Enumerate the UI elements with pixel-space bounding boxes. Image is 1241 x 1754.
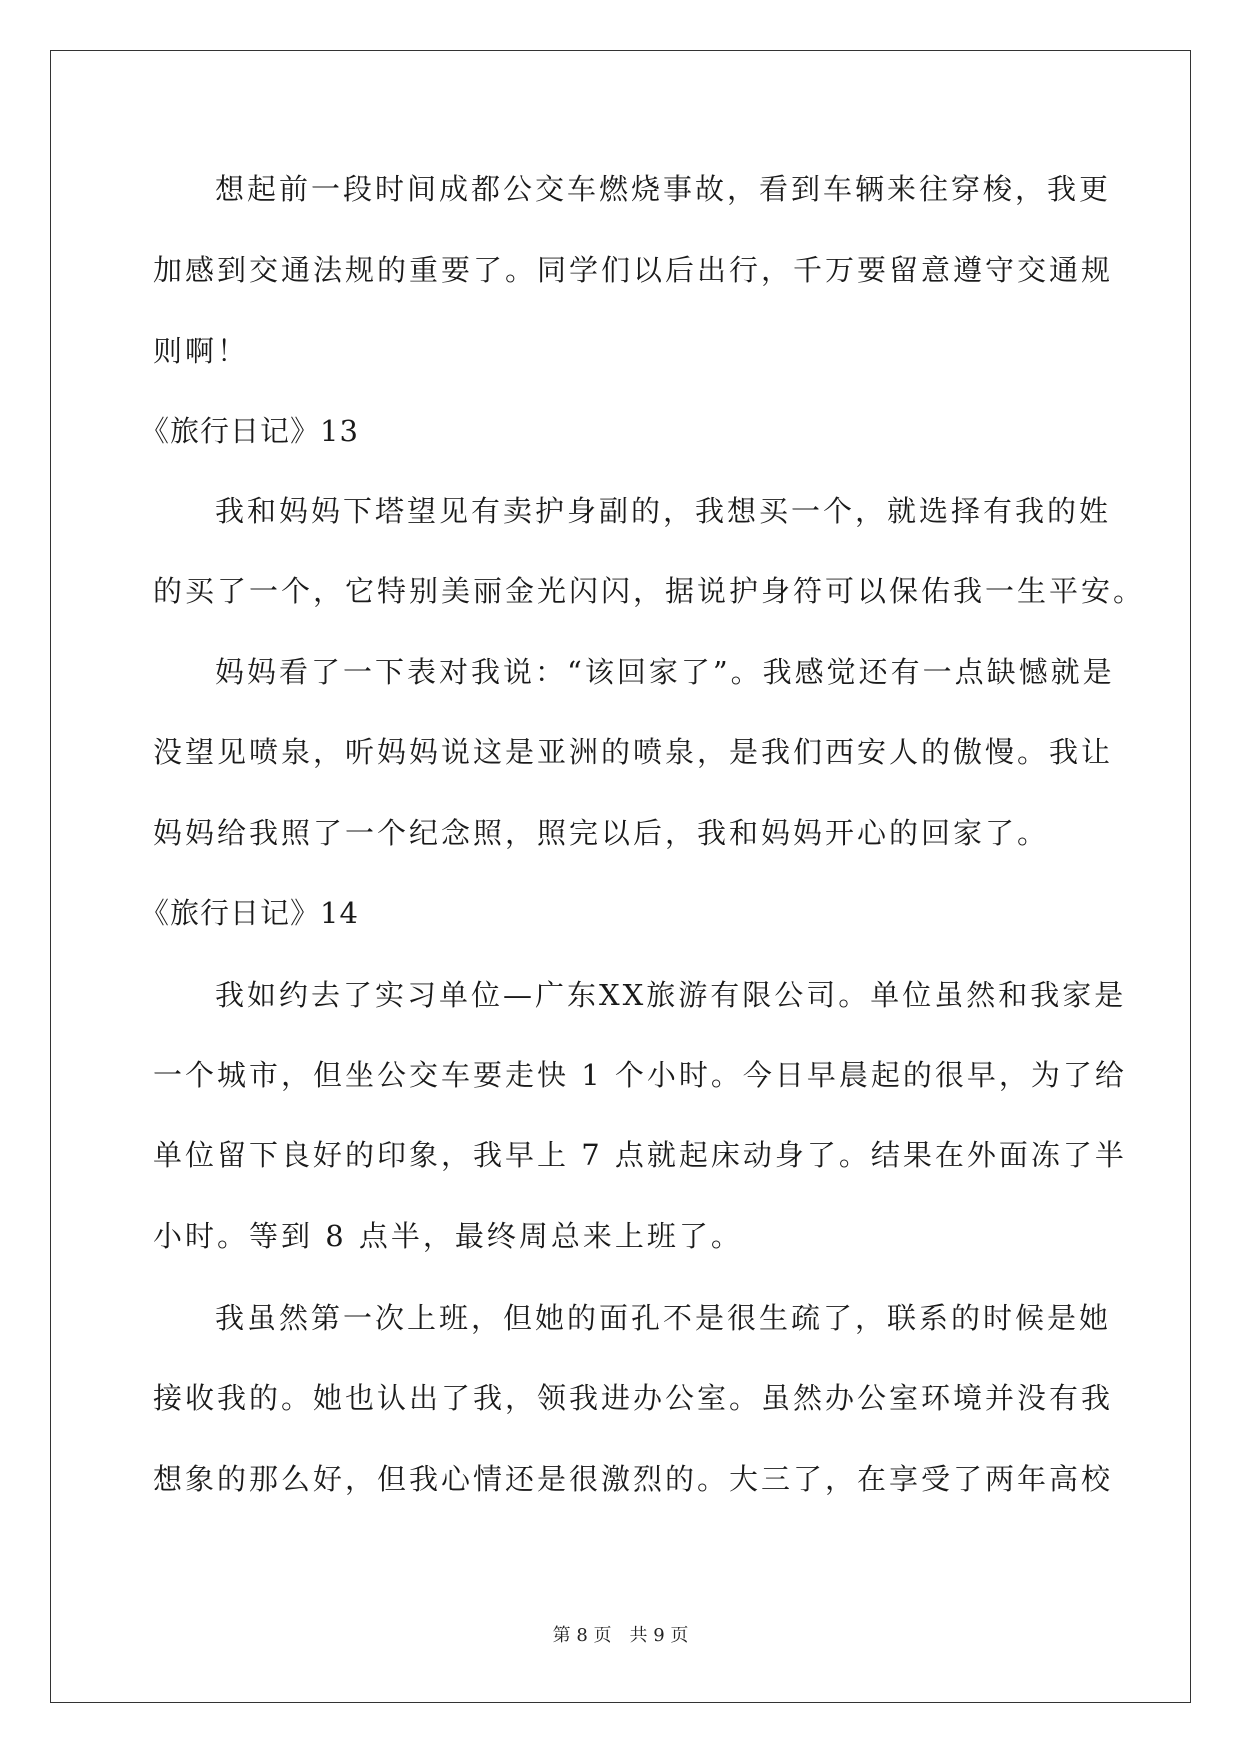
paragraph-5-line-1: 我虽然第一次上班，但她的面孔不是很生疏了，联系的时候是她	[215, 1301, 1112, 1335]
section-heading-13: 《旅行日记》13	[140, 414, 359, 448]
page-border	[50, 50, 1191, 1703]
page-total: 共 9 页	[629, 1625, 689, 1646]
paragraph-1-line-2: 加感到交通法规的重要了。同学们以后出行，千万要留意遵守交通规	[153, 253, 1114, 287]
paragraph-3-line-1: 妈妈看了一下表对我说：“该回家了”。我感觉还有一点缺憾就是	[215, 655, 1115, 689]
paragraph-4-line-4: 小时。等到 8 点半，最终周总来上班了。	[153, 1219, 743, 1253]
section-heading-14: 《旅行日记》14	[140, 896, 359, 930]
paragraph-4-line-2: 一个城市，但坐公交车要走快 1 个小时。今日早晨起的很早，为了给	[153, 1058, 1127, 1092]
paragraph-5-line-2: 接收我的。她也认出了我，领我进办公室。虽然办公室环境并没有我	[153, 1381, 1114, 1415]
paragraph-3-line-2: 没望见喷泉，听妈妈说这是亚洲的喷泉，是我们西安人的傲慢。我让	[153, 735, 1114, 769]
paragraph-5-line-3: 想象的那么好，但我心情还是很激烈的。大三了，在享受了两年高校	[153, 1462, 1114, 1496]
paragraph-4-line-3: 单位留下良好的印象，我早上 7 点就起床动身了。结果在外面冻了半	[153, 1138, 1127, 1172]
paragraph-3-line-3: 妈妈给我照了一个纪念照，照完以后，我和妈妈开心的回家了。	[153, 816, 1050, 850]
paragraph-1-line-3: 则啊！	[153, 334, 250, 368]
paragraph-1-line-1: 想起前一段时间成都公交车燃烧事故，看到车辆来往穿梭，我更	[215, 172, 1112, 206]
paragraph-4-line-1: 我如约去了实习单位—广东XX旅游有限公司。单位虽然和我家是	[215, 978, 1127, 1012]
paragraph-2-line-1: 我和妈妈下塔望见有卖护身副的，我想买一个，就选择有我的姓	[215, 494, 1112, 528]
page-footer	[0, 1624, 1241, 1648]
paragraph-2-line-2: 的买了一个，它特别美丽金光闪闪，据说护身符可以保佑我一生平安。	[153, 574, 1146, 608]
page-number: 第 8 页	[552, 1625, 612, 1646]
